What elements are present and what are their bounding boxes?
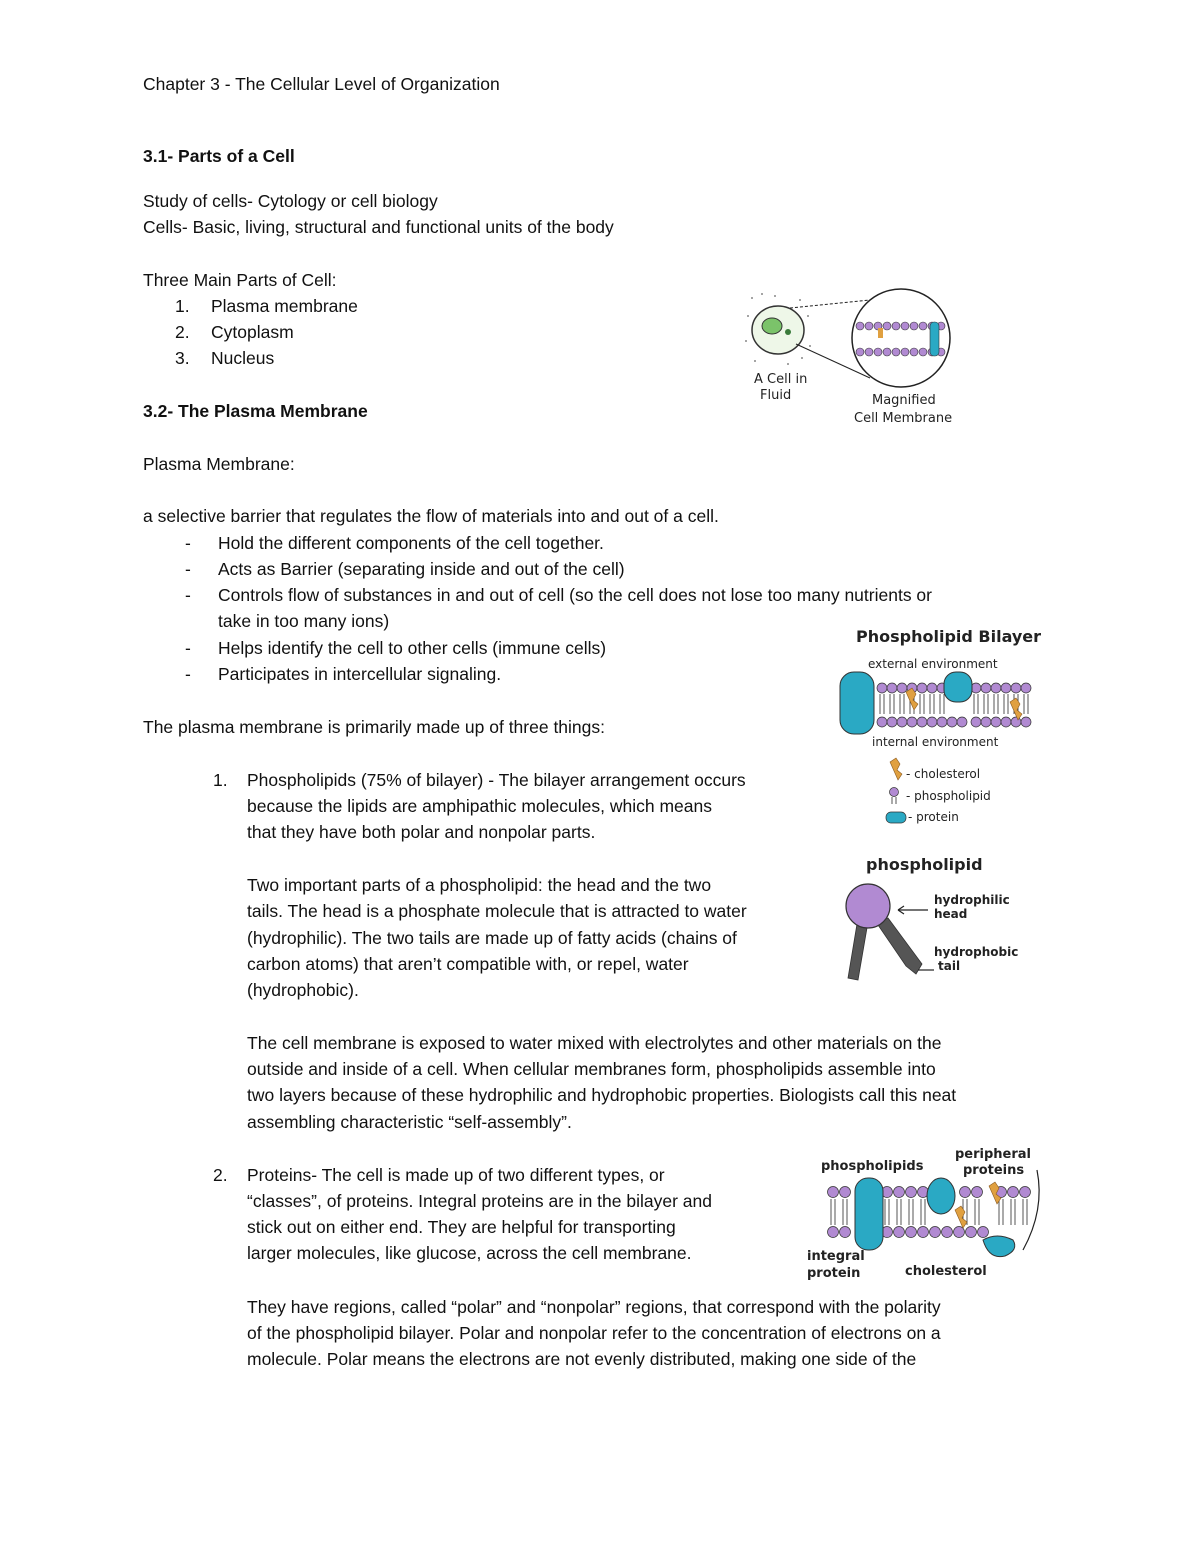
- bullet-dash: -: [185, 638, 191, 658]
- label-internal: internal environment: [872, 735, 999, 749]
- nucleus-shape: [762, 318, 782, 334]
- paragraph-line: because the lipids are amphipathic molecules, which means: [247, 796, 712, 816]
- label-phospholipids: phospholipids: [821, 1159, 924, 1174]
- paragraph-line: (hydrophilic). The two tails are made up of fatty acids (chains of: [247, 928, 737, 948]
- body-text: Study of cells- Cytology or cell biology: [143, 191, 438, 211]
- list-item: Nucleus: [211, 348, 275, 368]
- list-number: 1.: [175, 296, 190, 316]
- list-item: Plasma membrane: [211, 296, 358, 316]
- head-shape: [846, 884, 890, 928]
- legend: [886, 758, 991, 824]
- paragraph-line: tails. The head is a phosphate molecule that is attracted to water: [247, 901, 747, 921]
- label-external: external environment: [868, 657, 998, 671]
- label-cholesterol: cholesterol: [905, 1264, 987, 1279]
- legend-label: - cholesterol: [906, 767, 981, 781]
- paragraph-line: larger molecules, like glucose, across the cell membrane.: [247, 1243, 692, 1263]
- bullet-item: Helps identify the cell to other cells (immune cells): [218, 638, 607, 658]
- bullet-dash: -: [185, 559, 191, 579]
- label-hydrophobic: hydrophobic: [934, 945, 1019, 959]
- label-integral: protein: [807, 1266, 861, 1281]
- paragraph-line: molecule. Polar means the electrons are not evenly distributed, making one side of the: [247, 1349, 917, 1369]
- pointer-line: [1023, 1170, 1039, 1250]
- paragraph-line: “classes”, of proteins. Integral proteins are in the bilayer and: [247, 1191, 712, 1211]
- label-peripheral: peripheral: [955, 1147, 1032, 1162]
- figure-title: phospholipid: [866, 855, 983, 874]
- legend-label: - protein: [908, 810, 959, 824]
- peripheral-protein: [983, 1236, 1015, 1257]
- bullet-dash: -: [185, 585, 191, 605]
- membrane-proteins-figure: [805, 1140, 1050, 1290]
- protein-icon: [886, 812, 906, 823]
- paragraph-line: Two important parts of a phospholipid: the head and the two: [247, 875, 712, 895]
- peripheral-protein: [927, 1178, 955, 1214]
- section-heading-3-1: 3.1- Parts of a Cell: [143, 146, 295, 166]
- label-peripheral: proteins: [963, 1163, 1025, 1178]
- paragraph-line: Proteins- The cell is made up of two different types, or: [247, 1165, 665, 1185]
- organelle-shape: [785, 329, 791, 335]
- cholesterol-shape: [955, 1206, 967, 1228]
- tail-shape: [876, 918, 922, 974]
- list-number: 1.: [213, 770, 228, 790]
- label-magnified: Cell Membrane: [854, 411, 953, 426]
- label-head: head: [934, 907, 968, 921]
- paragraph-line: (hydrophobic).: [247, 980, 359, 1000]
- integral-protein: [944, 672, 972, 702]
- bullet-item: Hold the different components of the cell together.: [218, 533, 604, 553]
- list-number: 2.: [175, 322, 190, 342]
- list-number: 3.: [175, 348, 190, 368]
- body-text: Cells- Basic, living, structural and functional units of the body: [143, 217, 614, 237]
- cholesterol-icon: [890, 758, 902, 780]
- figure-title: Phospholipid Bilayer: [856, 627, 1042, 646]
- paragraph-line: The cell membrane is exposed to water mixed with electrolytes and other materials on the: [247, 1033, 942, 1053]
- definition: a selective barrier that regulates the flow of materials into and out of a cell.: [143, 506, 719, 526]
- integral-protein: [840, 672, 874, 734]
- cell-membrane-figure: [740, 286, 960, 431]
- bullet-item: Controls flow of substances in and out of cell (so the cell does not lose too many nutrients or: [218, 585, 932, 605]
- paragraph-line: Phospholipids (75% of bilayer) - The bilayer arrangement occurs: [247, 770, 746, 790]
- label-integral: integral: [807, 1249, 865, 1264]
- label-cell: A Cell in: [754, 372, 808, 387]
- label-tail: tail: [938, 959, 961, 973]
- list-number: 2.: [213, 1165, 228, 1185]
- list-intro: Three Main Parts of Cell:: [143, 270, 337, 290]
- body-text: The plasma membrane is primarily made up of three things:: [143, 717, 606, 737]
- zoom-line: [790, 300, 870, 308]
- section-heading-3-2: 3.2- The Plasma Membrane: [143, 401, 368, 421]
- paragraph-line: two layers because of these hydrophilic and hydrophobic properties. Biologists call this neat: [247, 1085, 957, 1105]
- bullet-item: Participates in intercellular signaling.: [218, 664, 502, 684]
- subheading: Plasma Membrane:: [143, 454, 295, 474]
- legend-label: - phospholipid: [906, 789, 991, 803]
- label-cell: Fluid: [760, 388, 792, 403]
- paragraph-line: outside and inside of a cell. When cellular membranes form, phospholipids assemble into: [247, 1059, 936, 1079]
- bullet-dash: -: [185, 533, 191, 553]
- paragraph-line: that they have both polar and nonpolar parts.: [247, 822, 596, 842]
- label-magnified: Magnified: [872, 393, 936, 408]
- paragraph-line: assembling characteristic “self-assembly”.: [247, 1112, 572, 1132]
- paragraph-line: stick out on either end. They are helpful for transporting: [247, 1217, 676, 1237]
- bullet-item-continued: take in too many ions): [218, 611, 390, 631]
- paragraph-line: carbon atoms) that aren’t compatible with, or repel, water: [247, 954, 689, 974]
- paragraph-line: They have regions, called “polar” and “nonpolar” regions, that correspond with the polarity: [247, 1297, 941, 1317]
- phospholipid-figure: [836, 848, 1036, 988]
- phospholipid-icon: [890, 788, 899, 797]
- phospholipid-bilayer-figure: [836, 622, 1046, 832]
- bullet-dash: -: [185, 664, 191, 684]
- paragraph-line: of the phospholipid bilayer. Polar and nonpolar refer to the concentration of electrons on a: [247, 1323, 941, 1343]
- list-item: Cytoplasm: [211, 322, 294, 342]
- integral-protein: [855, 1178, 883, 1250]
- label-hydrophilic: hydrophilic: [934, 893, 1010, 907]
- page-title: Chapter 3 - The Cellular Level of Organization: [143, 74, 500, 94]
- bullet-item: Acts as Barrier (separating inside and out of the cell): [218, 559, 625, 579]
